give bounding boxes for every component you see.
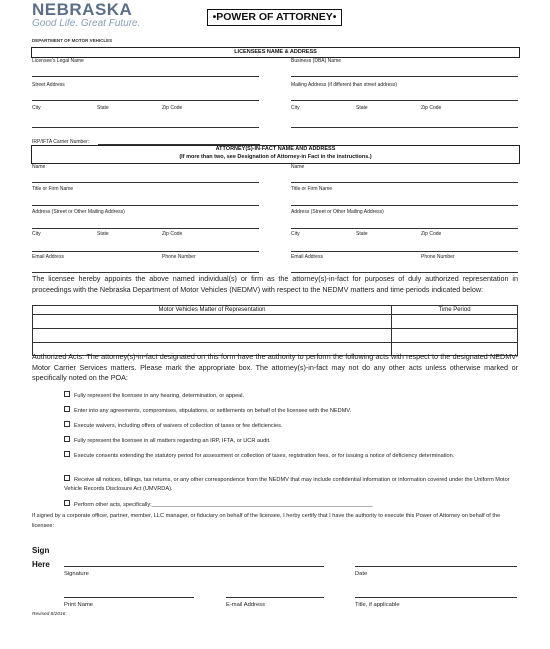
act-checkbox-2[interactable]: Enter into any agreements, compromises, stipulations, or settlements on behalf of the licensee with the NEDMV. [64,406,518,416]
attorney1-zip-label: Zip Code [162,231,183,237]
attorney1-name-line[interactable] [32,182,259,183]
date-label: Date [355,571,368,577]
print-name-label: Print Name [64,602,93,608]
matters-table [32,305,518,356]
licensee-legal-name-label: Licensee's Legal Name [32,58,84,64]
logo-tagline: Good Life. Great Future. [32,18,141,29]
attorney1-phone-label: Phone Number [162,254,196,260]
matters-col-header: Motor Vehicles Matter of Representation [33,306,392,315]
nebraska-logo: NEBRASKA [32,0,133,19]
attorney2-city-label: City [291,231,300,237]
date-line[interactable] [355,566,517,567]
appointment-paragraph: The licensee hereby appoints the above named individual(s) or firm as the attorney(s)-in-fact for purposes of duly authorized representation in proceedings with the Nebraska Department of Motor Vehicles (NEDMV) with respect to the NEDMV matters and time periods indicated below: [32,274,518,294]
attorney1-address-label: Address (Street or Other Mailing Address) [32,209,125,215]
act-checkbox-5[interactable]: Execute consents extending the statutory period for assessment or collection of taxes, registration fees, or for issuing a notice of deficiency determination. [64,451,518,461]
checkbox-icon[interactable] [64,451,70,457]
matter-cell[interactable] [33,329,392,343]
attorney1-title-line[interactable] [32,205,259,206]
mailing-city-label: City [291,105,300,111]
email-label: E-mail Address [226,602,265,608]
attorney-section-subtitle: (If more than two, see Designation of Attorney-in Fact in the instructions.) [179,154,372,160]
attorney1-city-label: City [32,231,41,237]
attorney-section-title: ATTORNEY(S)-IN-FACT NAME AND ADDRESS [215,146,336,152]
act-checkbox-7[interactable]: Perform other acts, specifically:_______________________________________________________________________ [64,500,518,510]
attorney2-email-label: Email Address [291,254,323,260]
time-period-col-header: Time Period [392,306,518,315]
attorney1-email-label: Email Address [32,254,64,260]
act-checkbox-3[interactable]: Execute waivers, including offers of waivers of collection of taxes or fee deficiencies. [64,421,518,431]
attorney2-city-line[interactable] [291,251,518,252]
title-label: Title, if applicable [355,602,400,608]
authorized-acts-paragraph: Authorized Acts. The attorney(s)-in-fact designated on this form have the authority to perform the following acts with respect to the designated NEDMV-Motor Carrier Services matters. Please mark the appropriate box. The attorney(s)-in-fact may not do any other acts unless otherwise marked or specifically noted on the POA: [32,352,518,382]
checkbox-icon[interactable] [64,391,70,397]
licensee-zip-label: Zip Code [162,105,183,111]
attorney1-city-line[interactable] [32,251,259,252]
attorney2-address-line[interactable] [291,228,518,229]
here-label: Here [32,560,50,569]
attorney2-zip-label: Zip Code [421,231,442,237]
street-address-label: Street Address [32,82,65,88]
sign-label: Sign [32,546,50,555]
signature-label: Signature [64,571,89,577]
attorney2-name-label: Name [291,164,305,170]
checkbox-icon[interactable] [64,406,70,412]
attorney2-phone-label: Phone Number [421,254,455,260]
revised-date: Revised 8/2016 [32,612,66,617]
checkbox-icon[interactable] [64,475,70,481]
attorney2-name-line[interactable] [291,182,518,183]
attorney2-title-line[interactable] [291,205,518,206]
attorney1-title-label: Title or Firm Name [32,186,74,192]
time-period-cell[interactable] [392,315,518,329]
licensee-city-label: City [32,105,41,111]
checkbox-icon[interactable] [64,421,70,427]
mailing-zip-label: Zip Code [421,105,442,111]
print-name-line[interactable] [64,597,194,598]
email-line[interactable] [226,597,324,598]
attorney2-state-label: State [356,231,368,237]
checkbox-icon[interactable] [64,500,70,506]
attorney1-email-line[interactable] [32,272,259,273]
attorney1-state-label: State [97,231,109,237]
logo-department: DEPARTMENT OF MOTOR VEHICLES [32,38,113,43]
act-checkbox-1[interactable]: Fully represent the licensee in any hearing, determination, or appeal. [64,391,518,401]
mailing-state-label: State [356,105,368,111]
mailing-address-label: Mailing Address (if different than street address) [291,82,398,88]
legal-name-line[interactable] [32,76,259,77]
checkbox-icon[interactable] [64,436,70,442]
licensee-city-line[interactable] [32,127,259,128]
mailing-line[interactable] [291,100,518,101]
licensee-state-label: State [97,105,109,111]
attorney2-email-line[interactable] [291,272,518,273]
act-checkbox-4[interactable]: Fully represent the licensee in all matters regarding an IRP, IFTA, or UCR audit. [64,436,518,446]
act-checkbox-6[interactable]: Receive all notices, billings, tax returns, or any other correspondence from the NEDMV that may include confidential information or information covered under the Uniform Motor Vehicle Records Disclosure Act (UMVRDA). [64,477,510,492]
irp-ifta-label: IRP/IFTA Carrier Number: [32,139,90,145]
dba-name-line[interactable] [291,76,518,77]
mailing-city-line[interactable] [291,127,518,128]
attorney1-name-label: Name [32,164,46,170]
licensee-section-title: LICENSEES NAME & ADDRESS [234,49,317,55]
form-title: •POWER OF ATTORNEY• [207,9,342,26]
title-line[interactable] [355,597,517,598]
signature-line[interactable] [64,566,324,567]
dba-name-label: Business (DBA) Name [291,58,342,64]
street-line[interactable] [32,100,259,101]
attorney2-title-label: Title or Firm Name [291,186,333,192]
attorney2-address-label: Address (Street or Other Mailing Address) [291,209,384,215]
time-period-cell[interactable] [392,329,518,343]
attorney1-address-line[interactable] [32,228,259,229]
matter-cell[interactable] [33,315,392,329]
certification-paragraph: If signed by a corporate officer, partner, member, LLC manager, or fiduciary on behalf of the licensee, I herby certify that I have the authority to execute this Power of Attorney on behalf of the licensee: [32,513,501,529]
